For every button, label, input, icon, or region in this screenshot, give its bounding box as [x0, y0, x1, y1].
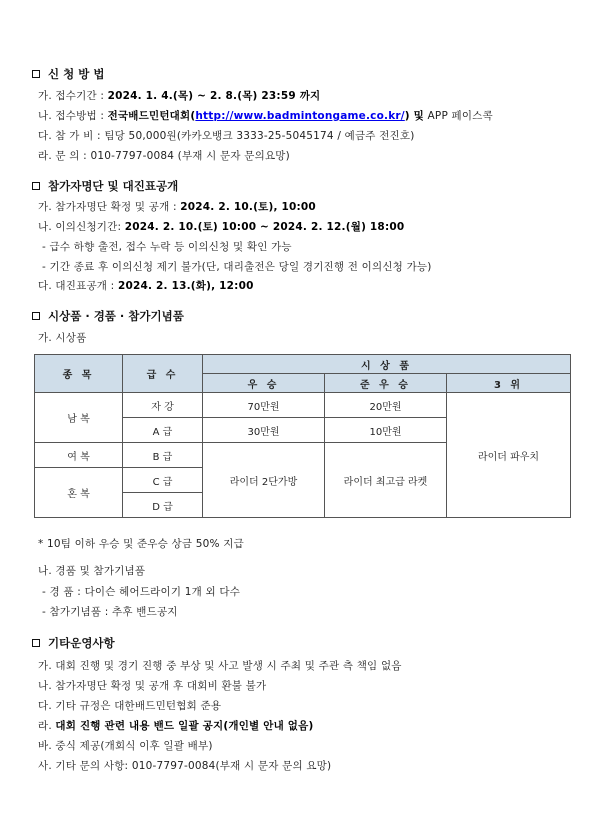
square-bullet-icon — [32, 312, 40, 320]
header-third: 3 위 — [447, 374, 571, 393]
prize-bcd-first: 라이더 2단가방 — [203, 443, 325, 518]
org-name: 전국배드민턴대회( — [107, 110, 196, 122]
section-title-text: 신 청 방 법 — [48, 67, 105, 81]
header-grade: 급 수 — [123, 355, 203, 393]
label: 가. 접수기간 : — [38, 90, 108, 102]
rule-contact: 사. 기타 문의 사항: 010-7797-0084(부재 시 문자 문의 요망) — [38, 760, 332, 772]
square-bullet-icon — [32, 182, 40, 190]
giveaway-subheading: 나. 경품 및 참가기념품 — [38, 565, 146, 577]
app-name: APP 페이스콕 — [424, 110, 493, 122]
value: 2024. 2. 13.(화), 12:00 — [117, 280, 254, 292]
prize-table — [34, 354, 571, 518]
value: 2024. 1. 4.(목) ~ 2. 8.(목) 23:59 까지 — [107, 90, 321, 102]
objection-period — [38, 219, 404, 234]
section-title-operations — [32, 635, 115, 651]
prize-bcd-second: 라이더 최고급 라켓 — [325, 443, 447, 518]
header-first: 우 승 — [203, 374, 325, 393]
value: 대회 진행 관련 내용 밴드 일괄 공지(개인별 안내 없음) — [55, 720, 314, 732]
rule-refund: 나. 참가자명단 확정 및 공개 후 대회비 환불 불가 — [38, 680, 267, 692]
prize-note: * 10팀 이하 우승 및 준우승 상금 50% 지급 — [38, 538, 244, 550]
application-method — [38, 108, 493, 123]
grade-s: 자 강 — [123, 393, 203, 418]
grade-c: C 급 — [123, 468, 203, 493]
grade-b: B 급 — [123, 443, 203, 468]
objection-note-2: - 기간 종료 후 이의신청 제기 불가(단, 대리출전은 당일 경기진행 전 이의신청 가능) — [42, 261, 432, 273]
label: 다. 대진표공개 : — [38, 280, 118, 292]
participant-list-date — [38, 199, 316, 214]
giveaway-item: - 경 품 : 다이슨 헤어드라이기 1개 외 다수 — [42, 586, 241, 598]
event-mixed-doubles: 혼 복 — [35, 468, 123, 518]
section-title-text: 참가자명단 및 대진표공개 — [48, 179, 179, 193]
website-link[interactable]: http://www.badmintongame.co.kr/ — [195, 110, 405, 122]
label: 라. — [38, 720, 56, 732]
section-title-text: 기타운영사항 — [48, 636, 115, 650]
value: 2024. 2. 10.(토), 10:00 — [180, 201, 316, 213]
prize-s-first: 70만원 — [203, 393, 325, 418]
rule-liability: 가. 대회 진행 및 경기 진행 중 부상 및 사고 발생 시 주최 및 주관 측 책임 없음 — [38, 660, 402, 672]
value: 2024. 2. 10.(토) 10:00 ~ 2024. 2. 12.(월) 18:00 — [124, 221, 405, 233]
section-title-application — [32, 66, 104, 82]
event-women-doubles: 여 복 — [35, 443, 123, 468]
connector-text: ) 및 — [404, 110, 424, 122]
bracket-release-date — [38, 278, 254, 293]
souvenir-item: - 참가기념품 : 추후 밴드공지 — [42, 606, 178, 618]
square-bullet-icon — [32, 70, 40, 78]
header-second: 준 우 승 — [325, 374, 447, 393]
event-men-doubles: 남 복 — [35, 393, 123, 443]
prize-s-second: 20만원 — [325, 393, 447, 418]
header-prize: 시 상 품 — [203, 355, 571, 374]
section-title-text: 시상품 · 경품 · 참가기념품 — [48, 309, 184, 323]
rule-band-notice — [38, 718, 313, 733]
grade-a: A 급 — [123, 418, 203, 443]
grade-d: D 급 — [123, 493, 203, 518]
section-title-prizes — [32, 308, 184, 324]
rule-lunch: 바. 중식 제공(개회식 이후 일괄 배부) — [38, 740, 213, 752]
prize-subheading: 가. 시상품 — [38, 332, 87, 344]
section-title-participants — [32, 178, 178, 194]
objection-note-1: - 급수 하향 출전, 접수 누락 등 이의신청 및 확인 가능 — [42, 241, 292, 253]
prize-a-first: 30만원 — [203, 418, 325, 443]
entry-fee: 다. 참 가 비 : 팀당 50,000원(카카오뱅크 3333-25-5045174 / 예금주 전진호) — [38, 130, 415, 142]
rule-regulations: 다. 기타 규정은 대한배드민턴협회 준용 — [38, 700, 222, 712]
prize-a-second: 10만원 — [325, 418, 447, 443]
application-period — [38, 88, 320, 103]
label: 나. 접수방법 : — [38, 110, 108, 122]
prize-third-all: 라이더 파우치 — [447, 393, 571, 518]
header-event: 종 목 — [35, 355, 123, 393]
label: 가. 참가자명단 확정 및 공개 : — [38, 201, 181, 213]
label: 나. 이의신청기간: — [38, 221, 125, 233]
contact-info: 라. 문 의 : 010-7797-0084 (부재 시 문자 문의요망) — [38, 150, 290, 162]
square-bullet-icon — [32, 639, 40, 647]
